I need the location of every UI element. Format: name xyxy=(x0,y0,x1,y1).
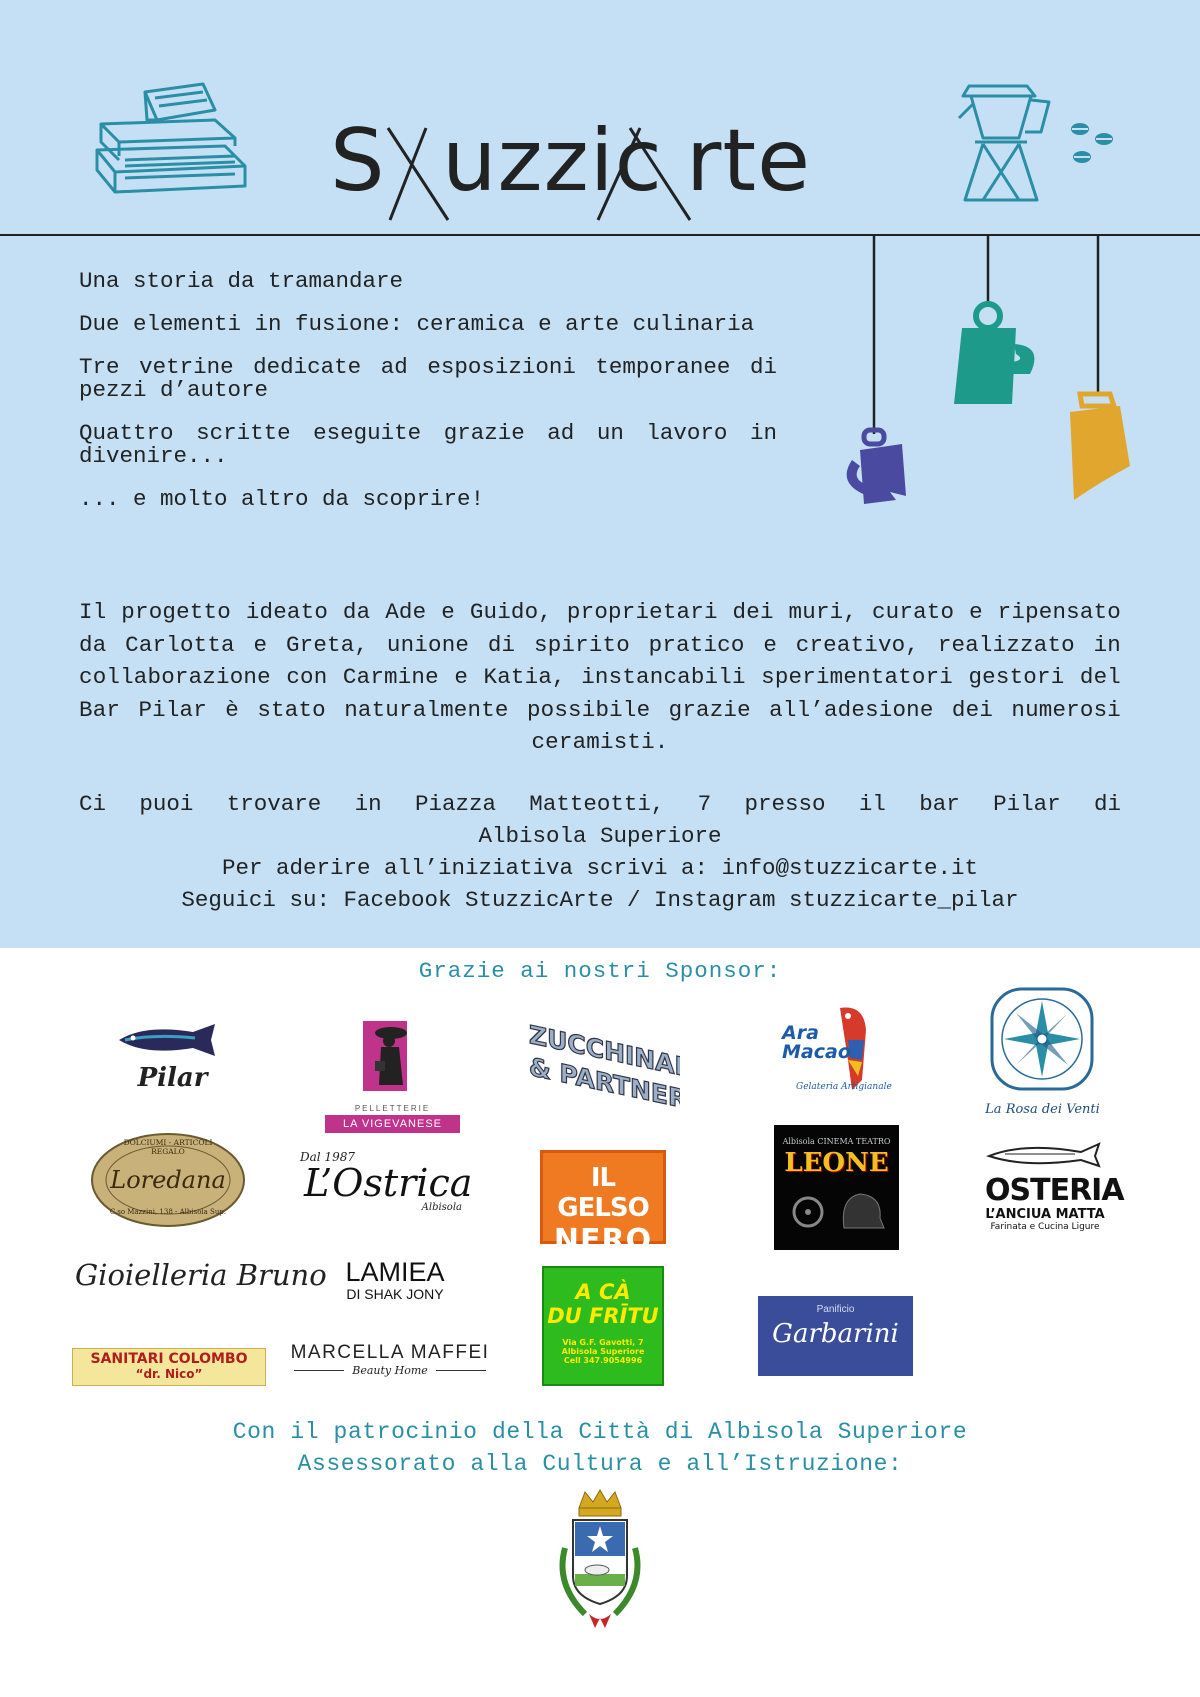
title-graphic xyxy=(330,80,870,230)
il-gelso-nero-logo xyxy=(540,1150,666,1258)
la-vigevanese-logo xyxy=(325,1015,460,1135)
compass-rose-icon xyxy=(980,985,1105,1095)
divider xyxy=(294,1370,344,1371)
osteria-sub2: Farinata e Cucina Ligure xyxy=(990,1222,1100,1232)
social-line[interactable]: Seguici su: Facebook StuzzicArte / Instagram stuzzicarte_pilar xyxy=(181,887,1019,913)
vigevanese-label: LA VIGEVANESE xyxy=(325,1115,460,1133)
rosa-dei-venti-logo xyxy=(980,985,1105,1120)
ostrica-place: Albisola xyxy=(421,1202,462,1213)
rosa-label: La Rosa dei Venti xyxy=(985,1102,1100,1117)
maffei-sub xyxy=(285,1364,495,1377)
panificio-label: Garbarini xyxy=(772,1319,899,1349)
ostrica-label: L’Ostrica xyxy=(304,1161,473,1205)
ara-sub: Gelateria Artigianale xyxy=(796,1082,892,1092)
coffee-beans-icon xyxy=(1068,115,1118,185)
intro-list xyxy=(79,270,777,531)
osteria-sub1: L’ANCIUA MATTA xyxy=(985,1207,1105,1222)
pilar-label: Pilar xyxy=(137,1063,208,1093)
zucchinali-logo xyxy=(525,1012,680,1112)
divider xyxy=(436,1370,486,1371)
anchovy-icon xyxy=(985,1140,1105,1170)
colombo-line1: SANITARI COLOMBO xyxy=(90,1351,248,1367)
page-title xyxy=(330,110,870,220)
loredana-logo xyxy=(88,1130,248,1230)
books-icon xyxy=(85,80,250,205)
gelso-line2: NERO xyxy=(553,1223,653,1258)
intro-line: Una storia da tramandare xyxy=(79,268,404,294)
address-line: Ci puoi trovare in Piazza Matteotti, 7 presso il bar Pilar di xyxy=(79,791,1121,817)
intro-line: ... e molto altro da scoprire! xyxy=(79,486,485,512)
woman-figure-icon xyxy=(325,1015,460,1099)
lion-film-icon xyxy=(774,1178,899,1238)
loredana-top: DOLCIUMI - ARTICOLI REGALO xyxy=(123,1138,213,1156)
fritu-line3: Via G.F. Gavotti, 7 xyxy=(562,1338,644,1347)
ara-line1: Ara xyxy=(782,1022,819,1044)
intro-line: Tre vetrine dedicate ad esposizioni temporanee di pezzi d’autore xyxy=(79,354,777,403)
ca-du-fritu-logo xyxy=(542,1266,664,1386)
gelso-line1: IL GELSO xyxy=(557,1163,649,1223)
zucchinali-line1: ZUCCHINALI xyxy=(529,1020,680,1086)
lamiea-label: LAMIEA xyxy=(345,1257,445,1287)
moka-pot-icon xyxy=(955,78,1055,208)
marcella-maffei-logo xyxy=(285,1342,495,1377)
fritu-line4: Albisola Superiore xyxy=(561,1347,645,1356)
email-line[interactable]: Per aderire all’iniziativa scrivi a: info@stuzzicarte.it xyxy=(221,855,979,881)
fritu-line1: A CÀ xyxy=(575,1280,631,1304)
svg-text:S: S xyxy=(330,111,386,211)
hanging-cups-illustration xyxy=(830,234,1140,544)
zucchinali-line2: & PARTNERS xyxy=(529,1052,680,1112)
svg-text:uzzic: uzzic xyxy=(442,111,663,211)
svg-text:rte: rte xyxy=(686,111,811,211)
ara-label xyxy=(782,1024,851,1062)
panificio-small: Panificio xyxy=(816,1304,855,1315)
sanitari-colombo-logo xyxy=(72,1348,266,1386)
maffei-label: MARCELLA MAFFEI xyxy=(290,1342,490,1363)
blue-cup-icon xyxy=(847,430,906,504)
lamiea-sub: DI SHAK JONY xyxy=(346,1286,444,1302)
gioielleria-bruno-logo: Gioielleria Bruno xyxy=(75,1258,327,1292)
fritu-line5: Cell 347.9054996 xyxy=(563,1356,643,1365)
ostrica-logo xyxy=(300,1150,473,1225)
vigevanese-small: PELLETTERIE xyxy=(354,1104,431,1113)
project-paragraph: Il progetto ideato da Ade e Guido, proprietari dei muri, curato e ripensato da Carlotta e Greta, unione di spirito pratico e creativo, realizzato in collaborazione con Carmine e Katia, instancabili sperimentatori gestori del Bar Pilar è stato naturalmente possibile grazie all’adesione dei numerosi ceramisti. xyxy=(79,599,1121,755)
loredana-bottom: C.so Mazzini, 138 - Albisola Sup. xyxy=(109,1208,227,1216)
intro-line: Quattro scritte eseguite grazie ad un lavoro in divenire... xyxy=(79,420,777,469)
colombo-line2: “dr. Nico” xyxy=(135,1367,203,1381)
osteria-logo xyxy=(985,1140,1124,1255)
fritu-line2: DU FRĪTU xyxy=(547,1304,659,1328)
ostrica-small: Dal 1987 xyxy=(300,1150,355,1164)
ara-macao-logo xyxy=(778,1000,898,1100)
cinema-leone-logo xyxy=(774,1125,899,1250)
patronage-block xyxy=(0,1416,1200,1480)
coat-of-arms-icon xyxy=(545,1488,655,1633)
patronage-line2: Assessorato alla Cultura e all’Istruzione: xyxy=(297,1451,903,1477)
panificio-garbarino-logo xyxy=(758,1296,913,1376)
patronage-line1: Con il patrocinio della Città di Albisola Superiore xyxy=(232,1419,968,1445)
intro-line: Due elementi in fusione: ceramica e arte culinaria xyxy=(79,311,755,337)
osteria-label: OSTERIA xyxy=(985,1173,1124,1208)
green-cup-icon xyxy=(954,304,1034,404)
lamiea-logo xyxy=(340,1258,450,1302)
pilar-logo xyxy=(115,1020,230,1095)
yellow-cup-icon xyxy=(1070,394,1130,500)
sponsors-heading: Grazie ai nostri Sponsor: xyxy=(418,958,782,984)
ara-line2: Macao xyxy=(782,1041,851,1063)
leone-small: Albisola CINEMA TEATRO xyxy=(782,1137,891,1146)
fish-icon xyxy=(115,1020,230,1060)
address-city: Albisola Superiore xyxy=(478,823,722,849)
maffei-sub-label: Beauty Home xyxy=(352,1364,428,1377)
loredana-label: Loredana xyxy=(110,1166,226,1194)
leone-label: LEONE xyxy=(784,1148,889,1178)
contact-block xyxy=(79,788,1121,916)
